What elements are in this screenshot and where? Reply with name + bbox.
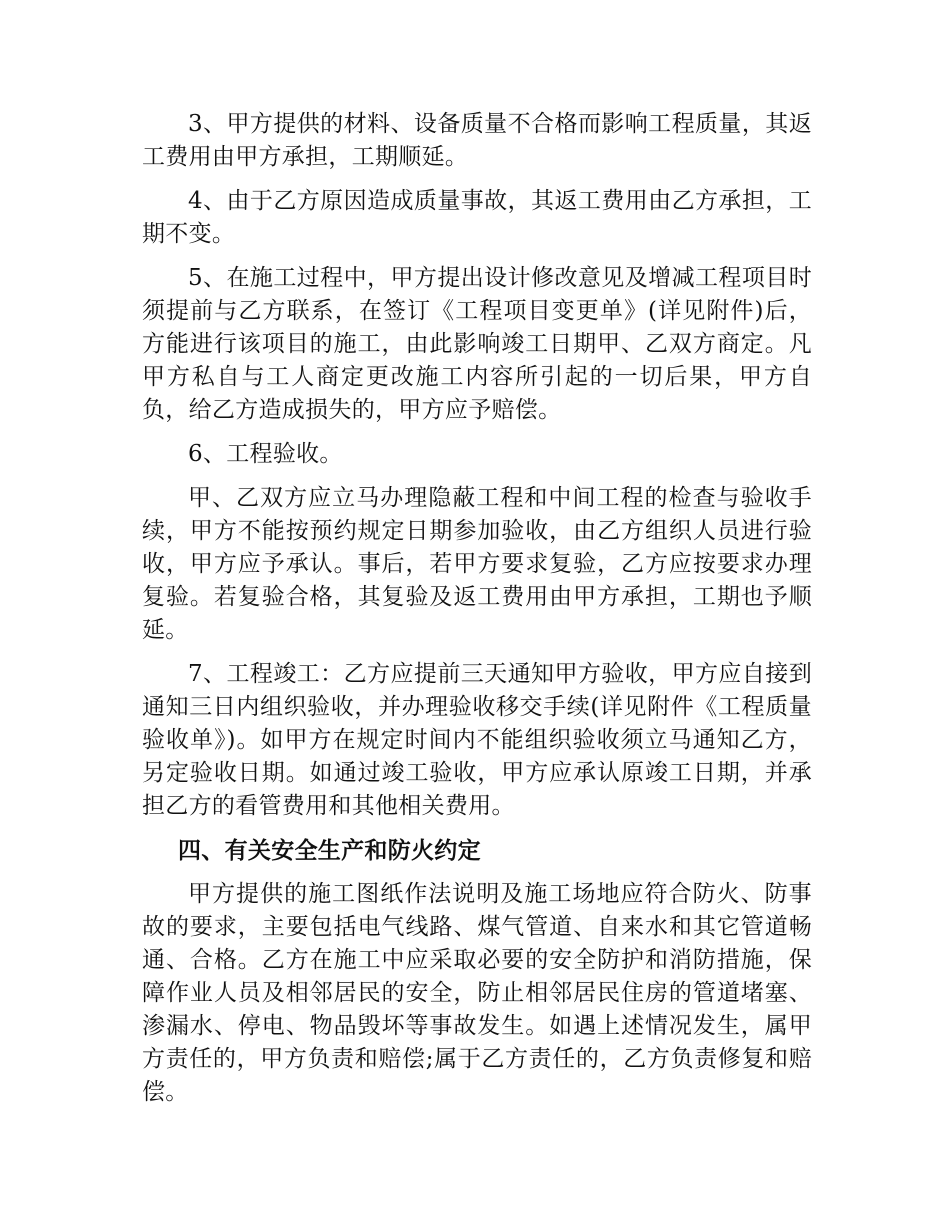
- section-heading: 四、有关安全生产和防火约定: [178, 837, 481, 864]
- paragraph-acceptance-procedure: 甲、乙双方应立马办理隐蔽工程和中间工程的检查与验收手续，甲方不能按预约规定日期参加验收，由乙方组织人员进行验收，甲方应予承认。事后，若甲方要求复验，乙方应按要求办理复验。若复验合格，其复验及返工费用由甲方承担，工期也予顺延。: [142, 485, 812, 643]
- paragraph-item-3: 3、甲方提供的材料、设备质量不合格而影响工程质量，其返工费用由甲方承担，工期顺延。: [142, 111, 812, 170]
- paragraph-item-5: 5、在施工过程中，甲方提出设计修改意见及增减工程项目时须提前与乙方联系，在签订《工程项目变更单》(详见附件)后，方能进行该项目的施工，由此影响竣工日期甲、乙双方商定。凡甲方私自与工人商定更改施工内容所引起的一切后果，甲方自负，给乙方造成损失的，甲方应予赔偿。: [142, 265, 812, 423]
- paragraph-item-6: 6、工程验收。: [188, 441, 343, 467]
- paragraph-safety-fire: 甲方提供的施工图纸作法说明及施工场地应符合防火、防事故的要求，主要包括电气线路、煤气管道、自来水和其它管道畅通、合格。乙方在施工中应采取必要的安全防护和消防措施，保障作业人员及相邻居民的安全，防止相邻居民住房的管道堵塞、渗漏水、停电、物品毁坏等事故发生。如遇上述情况发生，属甲方责任的，甲方负责和赔偿;属于乙方责任的，乙方负责修复和赔偿。: [142, 881, 812, 1105]
- paragraph-item-4: 4、由于乙方原因造成质量事故，其返工费用由乙方承担，工期不变。: [142, 188, 812, 247]
- document-page: [142, 108, 812, 1120]
- paragraph-item-7: 7、工程竣工：乙方应提前三天通知甲方验收，甲方应自接到通知三日内组织验收，并办理验收移交手续(详见附件《工程质量验收单》)。如甲方在规定时间内不能组织验收须立马通知乙方，另定验收日期。如通过竣工验收，甲方应承认原竣工日期，并承担乙方的看管费用和其他相关费用。: [142, 661, 812, 819]
